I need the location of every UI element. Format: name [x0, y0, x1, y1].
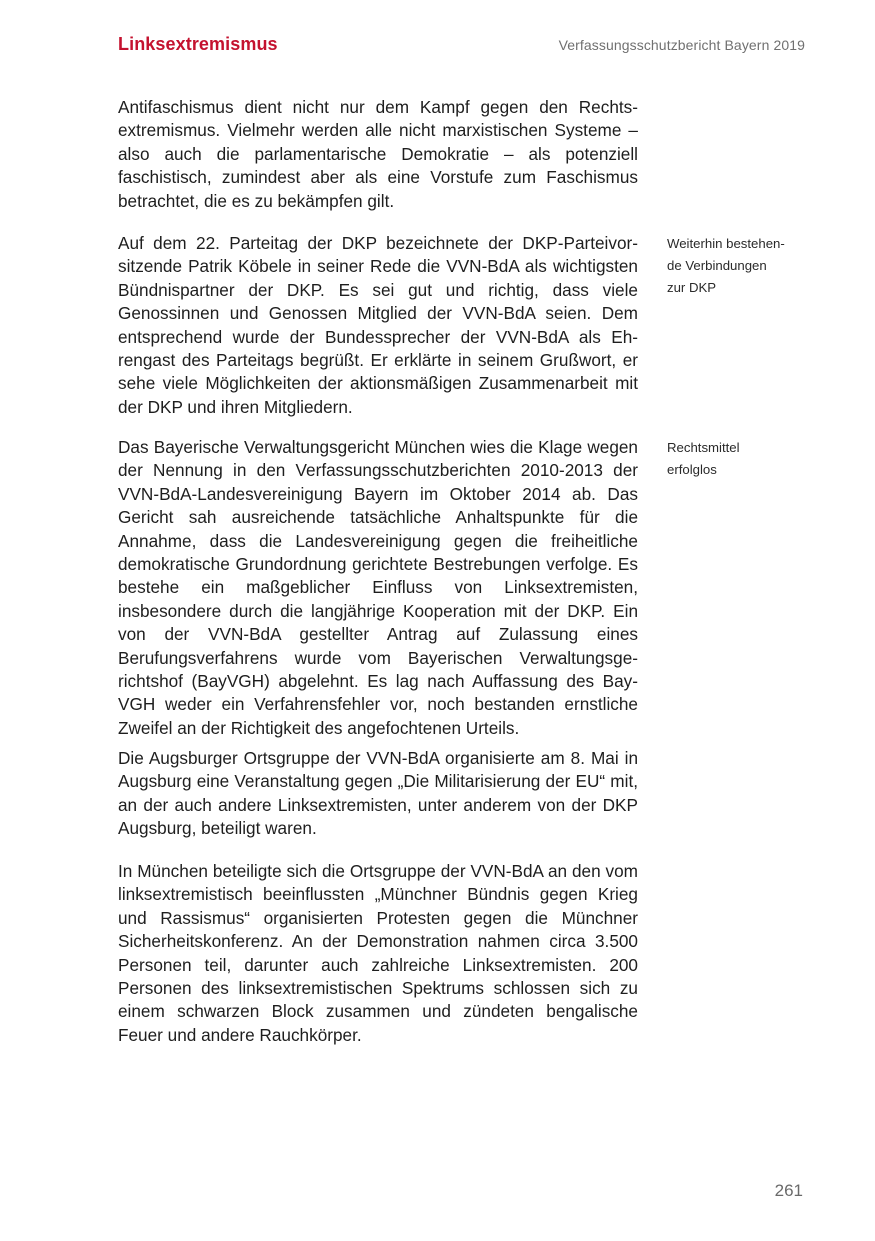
- paragraph-muenchen: In München beteiligte sich die Ortsgruppe der VVN-BdA an den vom linksextremistisch beeinflussten „Münchner Bündnis gegen Krieg und Rassismus“ organisierten Protesten gegen die Münchner Sicherheitskonferenz. An der Demonstration nahmen circa 3.500 Personen teil, darunter auch zahlreiche Linksextremisten. 200 Personen des linksextremistischen Spektrums schlossen sich zu einem schwarzen Block zusammen und zündeten bengalische Feuer und andere Rauchkörper.: [118, 861, 638, 1045]
- paragraph-verwaltungsgericht: Das Bayerische Verwaltungsgericht München wies die Klage wegen der Nennung in den Verfassungsschutzberichten 2010-2013 der VVN-BdA-Landesvereinigung Bayern im Oktober 2014 ab. Das Gericht sah ausreichende tatsächliche Anhaltspunkte für die Annahme, dass die Landesvereinigung gegen die freiheitliche demokratische Grundordnung gerichtete Bestrebungen verfolge. Es bestehe ein maßgeblicher Einfluss von Linksextremisten, insbesondere durch die langjährige Kooperation mit der DKP. Ein von der VVN-BdA gestellter Antrag auf Zulassung eines Berufungsverfahrens wurde vom Bayerischen Verwaltungsgerichtshof (BayVGH) abgelehnt. Es lag nach Auffassung des BayVGH weder ein Verfahrensfehler vor, noch bestanden ernstliche Zweifel an der Richtigkeit des angefochtenen Urteils.: [118, 437, 638, 738]
- margin-note-rechtsmittel: Rechtsmittel erfolglos: [667, 440, 740, 477]
- page-number: 261: [774, 1181, 803, 1200]
- paragraph-antifaschismus: Antifaschismus dient nicht nur dem Kampf gegen den Rechtsextremismus. Vielmehr werden alle nicht marxistischen Systeme – also auch die parlamentarische Demokratie – als potenziell faschistisch, zumindest aber als eine Vorstufe zum Faschismus betrachtet, die es zu bekämpfen gilt.: [118, 97, 638, 211]
- paragraph-augsburg: Die Augsburger Ortsgruppe der VVN-BdA organisierte am 8. Mai in Augsburg eine Veranstaltung gegen „Die Militarisierung der EU“ mit, an der auch andere Linksextremisten, unter anderem von der DKP Augsburg, beteiligt waren.: [118, 748, 638, 839]
- section-title: Linksextremismus: [118, 34, 278, 54]
- margin-note-verbindungen: Weiterhin bestehen- de Verbindungen zur DKP: [667, 236, 785, 295]
- document-title: Verfassungsschutzbericht Bayern 2019: [558, 37, 805, 53]
- paragraph-parteitag: Auf dem 22. Parteitag der DKP bezeichnete der DKP-Parteivorsitzende Patrik Köbele in seiner Rede die VVN-BdA als wichtigsten Bündnispartner der DKP. Es sei gut und richtig, dass viele Genossinnen und Genossen Mitglied der VVN-BdA seien. Dem entsprechend wurde der Bundessprecher der VVN-BdA als Ehrengast des Parteitags begrüßt. Er erklärte in seinem Grußwort, er sehe viele Möglichkeiten der aktionsmäßigen Zusammenarbeit mit der DKP und ihren Mitgliedern.: [118, 233, 638, 417]
